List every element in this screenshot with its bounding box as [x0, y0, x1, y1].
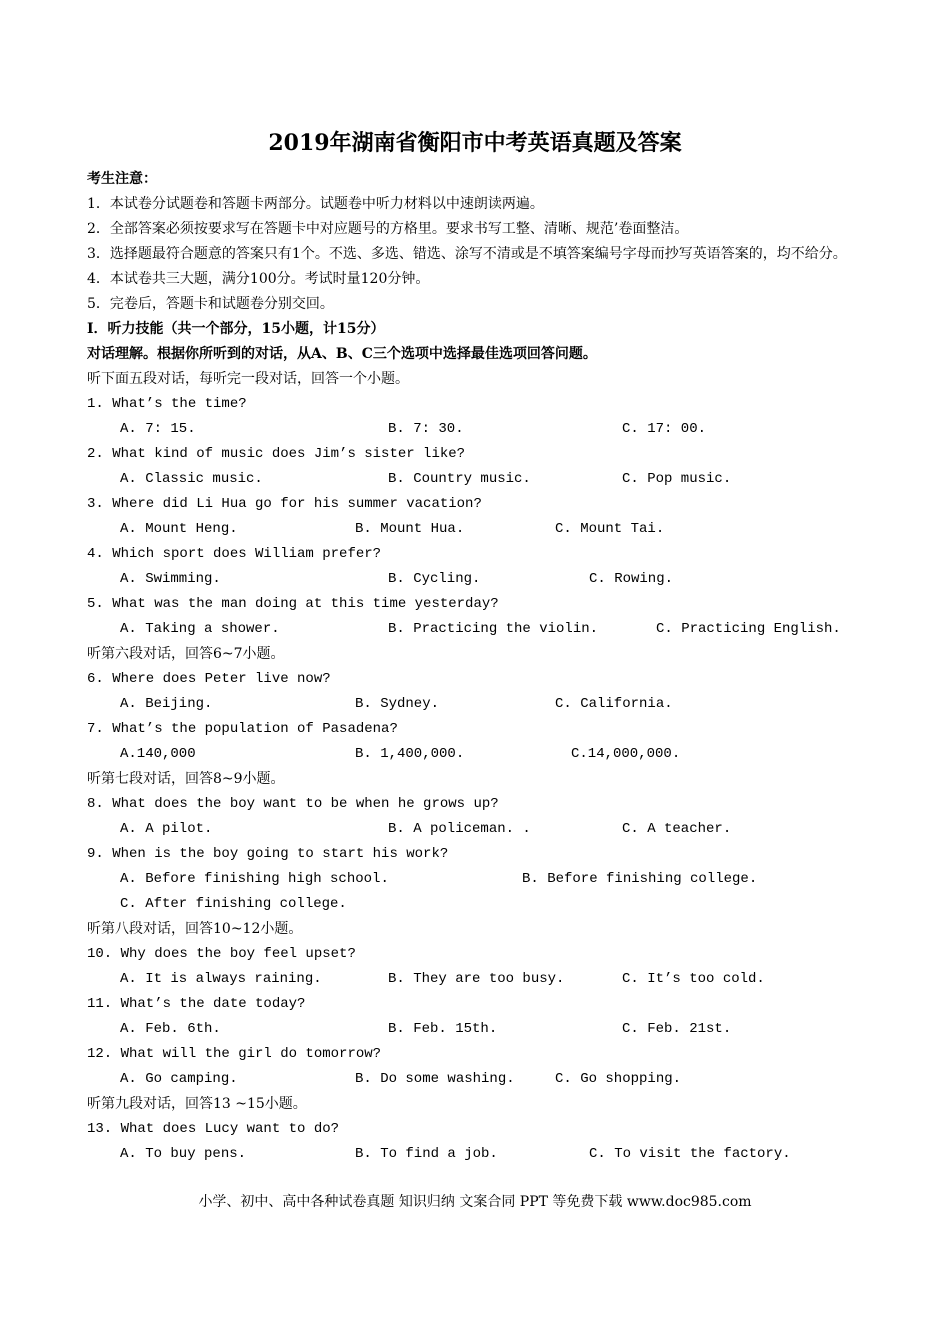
option-a: A. It is always raining. [120, 971, 322, 987]
option-a: A. Feb. 6th. [120, 1021, 221, 1037]
option-b: B. Mount Hua. [355, 521, 465, 537]
notice-item: 4．本试卷共三大题，满分100分。考试时量120分钟。 [87, 271, 430, 287]
option-a: A. 7: 15. [120, 421, 196, 437]
option-row [87, 617, 877, 642]
notice-item: 3．选择题最符合题意的答案只有1个。不选、多选、错选、涂写不清或是不填答案编号字母而抄写英语答案的，均不给分。 [87, 246, 847, 262]
listening-instruction: 听第九段对话，回答13 ~15小题。 [87, 1096, 307, 1112]
option-b: B. Feb. 15th. [388, 1021, 498, 1037]
option-a: A. Beijing. [120, 696, 213, 712]
option-b: B. To find a job. [355, 1146, 498, 1162]
question-text: 4. Which sport does William prefer? [87, 546, 382, 562]
option-c: C. Rowing. [589, 571, 674, 587]
question-text: 13. What does Lucy want to do? [87, 1121, 340, 1137]
option-a: A. Mount Heng. [120, 521, 238, 537]
option-b: B. Country music. [388, 471, 531, 487]
option-c: C. It’s too cold. [622, 971, 765, 987]
option-c: C.14,000,000. [571, 746, 681, 762]
question-text: 1. What’s the time? [87, 396, 247, 412]
option-b: B. Sydney. [355, 696, 440, 712]
page-footer: 小学、初中、高中各种试卷真题 知识归纳 文案合同 PPT 等免费下载 www.doc985.com [198, 1194, 752, 1210]
notice-item: 5．完卷后，答题卡和试题卷分别交回。 [87, 296, 334, 312]
option-row [87, 1142, 877, 1167]
option-c: C. After finishing college. [120, 896, 347, 912]
question-text: 2. What kind of music does Jim’s sister like? [87, 446, 466, 462]
option-row [87, 867, 877, 892]
listening-instruction: 听第八段对话，回答10~12小题。 [87, 921, 303, 937]
option-a: A. Go camping. [120, 1071, 238, 1087]
section-heading: I．听力技能（共一个部分，15小题，计15分） [87, 321, 385, 337]
option-row [87, 567, 877, 592]
option-c: C. Mount Tai. [555, 521, 665, 537]
option-row [87, 517, 877, 542]
option-c: C. Go shopping. [555, 1071, 682, 1087]
option-b: B. Cycling. [388, 571, 481, 587]
option-b: B. Before finishing college. [522, 871, 758, 887]
option-row [87, 967, 877, 992]
option-b: B. They are too busy. [388, 971, 565, 987]
exam-body [87, 167, 877, 1167]
option-row [87, 817, 877, 842]
question-text: 7. What’s the population of Pasadena? [87, 721, 398, 737]
listening-instruction: 听第七段对话，回答8~9小题。 [87, 771, 285, 787]
option-row [87, 692, 877, 717]
option-c: C. 17: 00. [622, 421, 707, 437]
option-row [87, 892, 877, 917]
option-b: B. Practicing the violin. [388, 621, 599, 637]
option-row [87, 467, 877, 492]
option-b: B. 1,400,000. [355, 746, 465, 762]
option-b: B. 7: 30. [388, 421, 464, 437]
option-row [87, 417, 877, 442]
option-row [87, 1017, 877, 1042]
notice-item: 2．全部答案必须按要求写在答题卡中对应题号的方格里。要求书写工整、清晰、规范’卷面整洁。 [87, 221, 689, 237]
option-c: C. A teacher. [622, 821, 732, 837]
option-a: A. Before finishing high school. [120, 871, 389, 887]
question-text: 6. Where does Peter live now? [87, 671, 331, 687]
notice-heading: 考生注意： [87, 171, 157, 187]
option-c: C. To visit the factory. [589, 1146, 791, 1162]
question-text: 10. Why does the boy feel upset? [87, 946, 356, 962]
option-a: A. Swimming. [120, 571, 221, 587]
question-text: 9. When is the boy going to start his work? [87, 846, 449, 862]
option-b: B. Do some washing. [355, 1071, 515, 1087]
section-subheading: 对话理解。根据你所听到的对话，从A、B、C三个选项中选择最佳选项回答问题。 [87, 346, 597, 362]
option-a: A. Taking a shower. [120, 621, 280, 637]
notice-item: 1．本试卷分试题卷和答题卡两部分。试题卷中听力材料以中速朗读两遍。 [87, 196, 544, 212]
page-title: 2019年湖南省衡阳市中考英语真题及答案 [268, 130, 682, 156]
option-c: C. California. [555, 696, 673, 712]
option-row [87, 742, 877, 767]
question-text: 11. What’s the date today? [87, 996, 306, 1012]
option-a: A. Classic music. [120, 471, 263, 487]
question-text: 8. What does the boy want to be when he grows up? [87, 796, 499, 812]
option-c: C. Pop music. [622, 471, 732, 487]
question-text: 3. Where did Li Hua go for his summer vacation? [87, 496, 482, 512]
option-c: C. Feb. 21st. [622, 1021, 732, 1037]
question-text: 5. What was the man doing at this time yesterday? [87, 596, 499, 612]
option-a: A. To buy pens. [120, 1146, 247, 1162]
option-c: C. Practicing English. [656, 621, 841, 637]
listening-instruction: 听下面五段对话，每听完一段对话，回答一个小题。 [87, 371, 409, 387]
option-a: A. A pilot. [120, 821, 213, 837]
option-a: A.140,000 [120, 746, 196, 762]
option-b: B. A policeman. . [388, 821, 531, 837]
listening-instruction: 听第六段对话，回答6~7小题。 [87, 646, 285, 662]
option-row [87, 1067, 877, 1092]
question-text: 12. What will the girl do tomorrow? [87, 1046, 382, 1062]
